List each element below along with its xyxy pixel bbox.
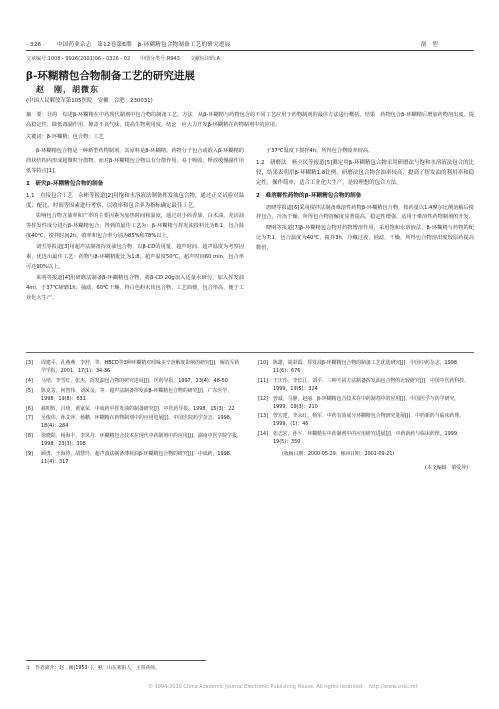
author-footnote: ① 作者简介：赵 刚(1953- )，男，山东莱阳人，主管药师。 <box>26 660 206 671</box>
references-column-left <box>26 360 242 469</box>
reference-number: [10] <box>258 360 269 366</box>
reference-item <box>26 388 242 404</box>
running-header-right: 剂 型 <box>420 42 438 48</box>
body-paragraph: 莱明等报道[4]用研磨法制备β-环糊精包合物，将β-CD 20g加入适量水研匀，加入挥发油4ml，于37℃研磨1h，抽滤，60℃干燥，得白色粉末状包合物，工艺简便，包合率高，便于工业化大生产。 <box>26 274 244 301</box>
section-heading: 2 难溶解性药物的β-环糊精包合物的制备 <box>256 192 362 199</box>
running-header <box>26 40 474 51</box>
reference-text: 吴俊伟，孙艾萍，杨鹏．环糊精在药物制剂中的应用进展[J]．中国医院药学杂志，1998，18(4)：284 <box>41 415 235 430</box>
reference-number: [6] <box>26 405 33 412</box>
reference-text: 陈雄，胡彩霞．挥发油β-环糊精包合物的制备工艺优选研究[J]．中国中药杂志，1998，11(6)：676 <box>273 360 462 374</box>
body-paragraph: 影响包合物含油率和产率的主要因素为加热时间和温度，通过对小茴香油、白术油、羌活油等挥发性成分进行β-环糊精包合，得到的最佳工艺为：β-环糊精与挥发油投料比为8:1，包合温度40℃，搅拌时间2h，收率和包合率分别为85%和78%以上。 <box>26 213 244 240</box>
article-title: β-环糊精包合物制备工艺的研究进展 <box>26 70 195 82</box>
reference-item <box>258 431 474 447</box>
reference-item <box>258 378 474 394</box>
reference-number: [4] <box>26 377 33 384</box>
body-column-right <box>256 147 474 255</box>
reference-item <box>258 360 474 376</box>
reference-text: 曾诚，马静，赵丽．β-环糊精包合技术在中药制剂中的应用[J]．中国医学与药学研究，1999，19(3)：210 <box>273 395 460 410</box>
section-heading: 1.2 研磨法 杨立民等报道[5]测定用β-环糊精包合物采用研磨法与饱和水溶液法包合的比较，结果表明用β-环糊精1:8比例，研磨法包合物含油率较高，提高了挥发油的利用率和稳定性，操作简单，适合工业化大生产，是较理想的包合方法。 <box>256 159 474 186</box>
reference-number: [3] <box>26 360 33 366</box>
references-section <box>26 352 474 657</box>
body-paragraph: 刘雪等报道[3]用超声法制备挥发油包合物，以β-CD的用量、超声时间、超声温度为考察因素，优选出最佳工艺：药物与β-环糊精配比为1:8，超声温度50℃，超声时间60 min，包合率可达90%以上。 <box>26 244 244 270</box>
keywords: 关键词：β-环糊精；包合物；工艺 <box>26 134 104 140</box>
reference-text: 郝明辉，吕琦，黄家荣．中成药中挥发油的制备研究[J]．中医药导报，1998，15(3)：22 <box>41 405 235 412</box>
reference-number: [12] <box>258 395 269 402</box>
reference-item <box>26 451 242 467</box>
body-paragraph: 于37℃温度下搅拌4h，所得包合物收率较高。 <box>266 148 374 154</box>
reference-text: 徐晓阳，杨海丰，李凤丹．环糊精包合技术在现代中药制剂中的应用[J]．湖南中医学院学报，1998，23(3)：308 <box>41 433 242 448</box>
abstract: 摘 要：目的 综述β-环糊精在中药现代制剂中包合物的制备工艺。方法 从β-环糊精与药物包合的不同工艺应用于药物制剂的最佳方法进行概括。结果 药物包合β-环糊精后增加药物溶出度、提高稳定性、降低毒副作用、掩盖不良气味，提高生物利用度。结论 应大力开发β-环糊精在药物制剂中的应用。 <box>26 112 474 128</box>
references-column-right <box>258 360 474 473</box>
article-authors: 赵 刚，胡微东 <box>36 85 99 94</box>
editor-credit: (本文编辑 梁爱萍) <box>425 464 468 471</box>
reference-number: [11] <box>258 377 269 384</box>
copyright-notice: © 1994-2010 China Academic Journal Electronic Publishing House. All rights reserved. http://www.cnki.net <box>148 684 418 690</box>
reference-item <box>26 433 242 449</box>
reference-text: 周建平，孔燕燕，李舒，等．HBCD等3种环糊精对吲哚美辛溶解度影响的研究[J]．解放军药学学报，2001，17(1)：34-36 <box>41 360 240 374</box>
reference-item <box>26 406 242 414</box>
reference-item <box>258 413 474 429</box>
document-info: 文章编号:1008 - 9926(2001)06 - 0326 - 02 中图分类号:R943 文献标识码:A <box>26 56 220 62</box>
author-affiliation: (中国人民解放军第105医院 安徽 合肥 230031) <box>26 98 153 104</box>
reference-number: [14] <box>258 431 269 438</box>
reference-text: 王庆伟，李长江，刘平．三种不同方法制备挥发油包合物的比较研究[J]．中国中医药科技，1999，19(5)：324 <box>273 377 469 392</box>
section-heading: 1.1 直接包合工艺 杂彬等报道[2]用饱和水溶液法制备挥发油包合物，通过正交试验对温度、配比、时间等因素进行考察，以收率和包合率为指标确定最佳工艺。 <box>26 192 244 209</box>
reference-item <box>26 360 242 376</box>
reference-number: [5] <box>26 387 33 394</box>
reference-text: 顾勇，王海涛，胡慧玲．超声波法制备薄荷油β-环糊精包合物的研究[J]．中成药，1998，11(4)：317 <box>41 451 235 465</box>
reference-number: [8] <box>26 433 33 440</box>
body-paragraph: β-环糊精包合物是一种新型药物制剂，其原料是β-环糊精。药物分子包合或嵌入β-环糊精的筒状结构内形成超微粒分散物，而对β-环糊精包合物具有分散作用、易于吸收、释放缓慢副作用低等特点[1]。 <box>26 148 244 174</box>
reference-item <box>26 415 242 431</box>
body-paragraph: 唐晓等报道[6]采用搅拌法制备难溶性药物β-环糊精包合物，按药量以1:4摩尔比例溶解后搅拌包合，冷冻干燥，所得包合物溶解度显著提高，稳定性增强，适用于难溶性药物制剂的开发。 <box>256 204 474 221</box>
reference-text: 曾宏建，李永红，杨军．中药有效成分环糊精包合物研究进展[J]．中药新药与临床药理，1999，(1)：46 <box>273 413 465 428</box>
reference-text: 马靖，李雪红，张杰．挥发油包合物的研究进展[J]．医药导报，1997，23(4)：48-50 <box>41 377 228 384</box>
reference-item <box>26 378 242 386</box>
reference-item <box>258 396 474 412</box>
running-header-left: · 326 · 中国药业杂志 第12卷第6期 β-环糊精包合物制备工艺的研究进展 <box>26 42 231 48</box>
section-heading: 1 研究β-环糊精包合物的制备 <box>26 180 104 187</box>
body-paragraph: 晓明等报道[7]β-环糊精包合物对药物增溶作用，采用饱和水溶液法，β-环糊精与药物的配比为7:1，包合温度为40℃，搅拌3h，冷藏过夜，抽滤，干燥，所得包合物溶出度较原药提高数倍。 <box>256 225 474 252</box>
reference-number: [7] <box>26 415 33 422</box>
received-date: (收稿日期：2000-05-29；修回日期：2001-09-21) <box>282 452 395 458</box>
reference-number: [9] <box>26 451 33 458</box>
reference-text: 陈克芳，何智伟，刘凤金，等．超声法制备挥发油β-环糊精包合物的研究[J]．广东医学，1998，19(8)：631 <box>41 387 233 402</box>
body-column-left <box>26 147 244 305</box>
reference-text: 张志宏，孙平．环糊精在中药制剂中的应用研究进展[J]．中药新药与临床药理，1999，19(5)：350 <box>273 431 462 446</box>
reference-number: [13] <box>258 413 269 420</box>
